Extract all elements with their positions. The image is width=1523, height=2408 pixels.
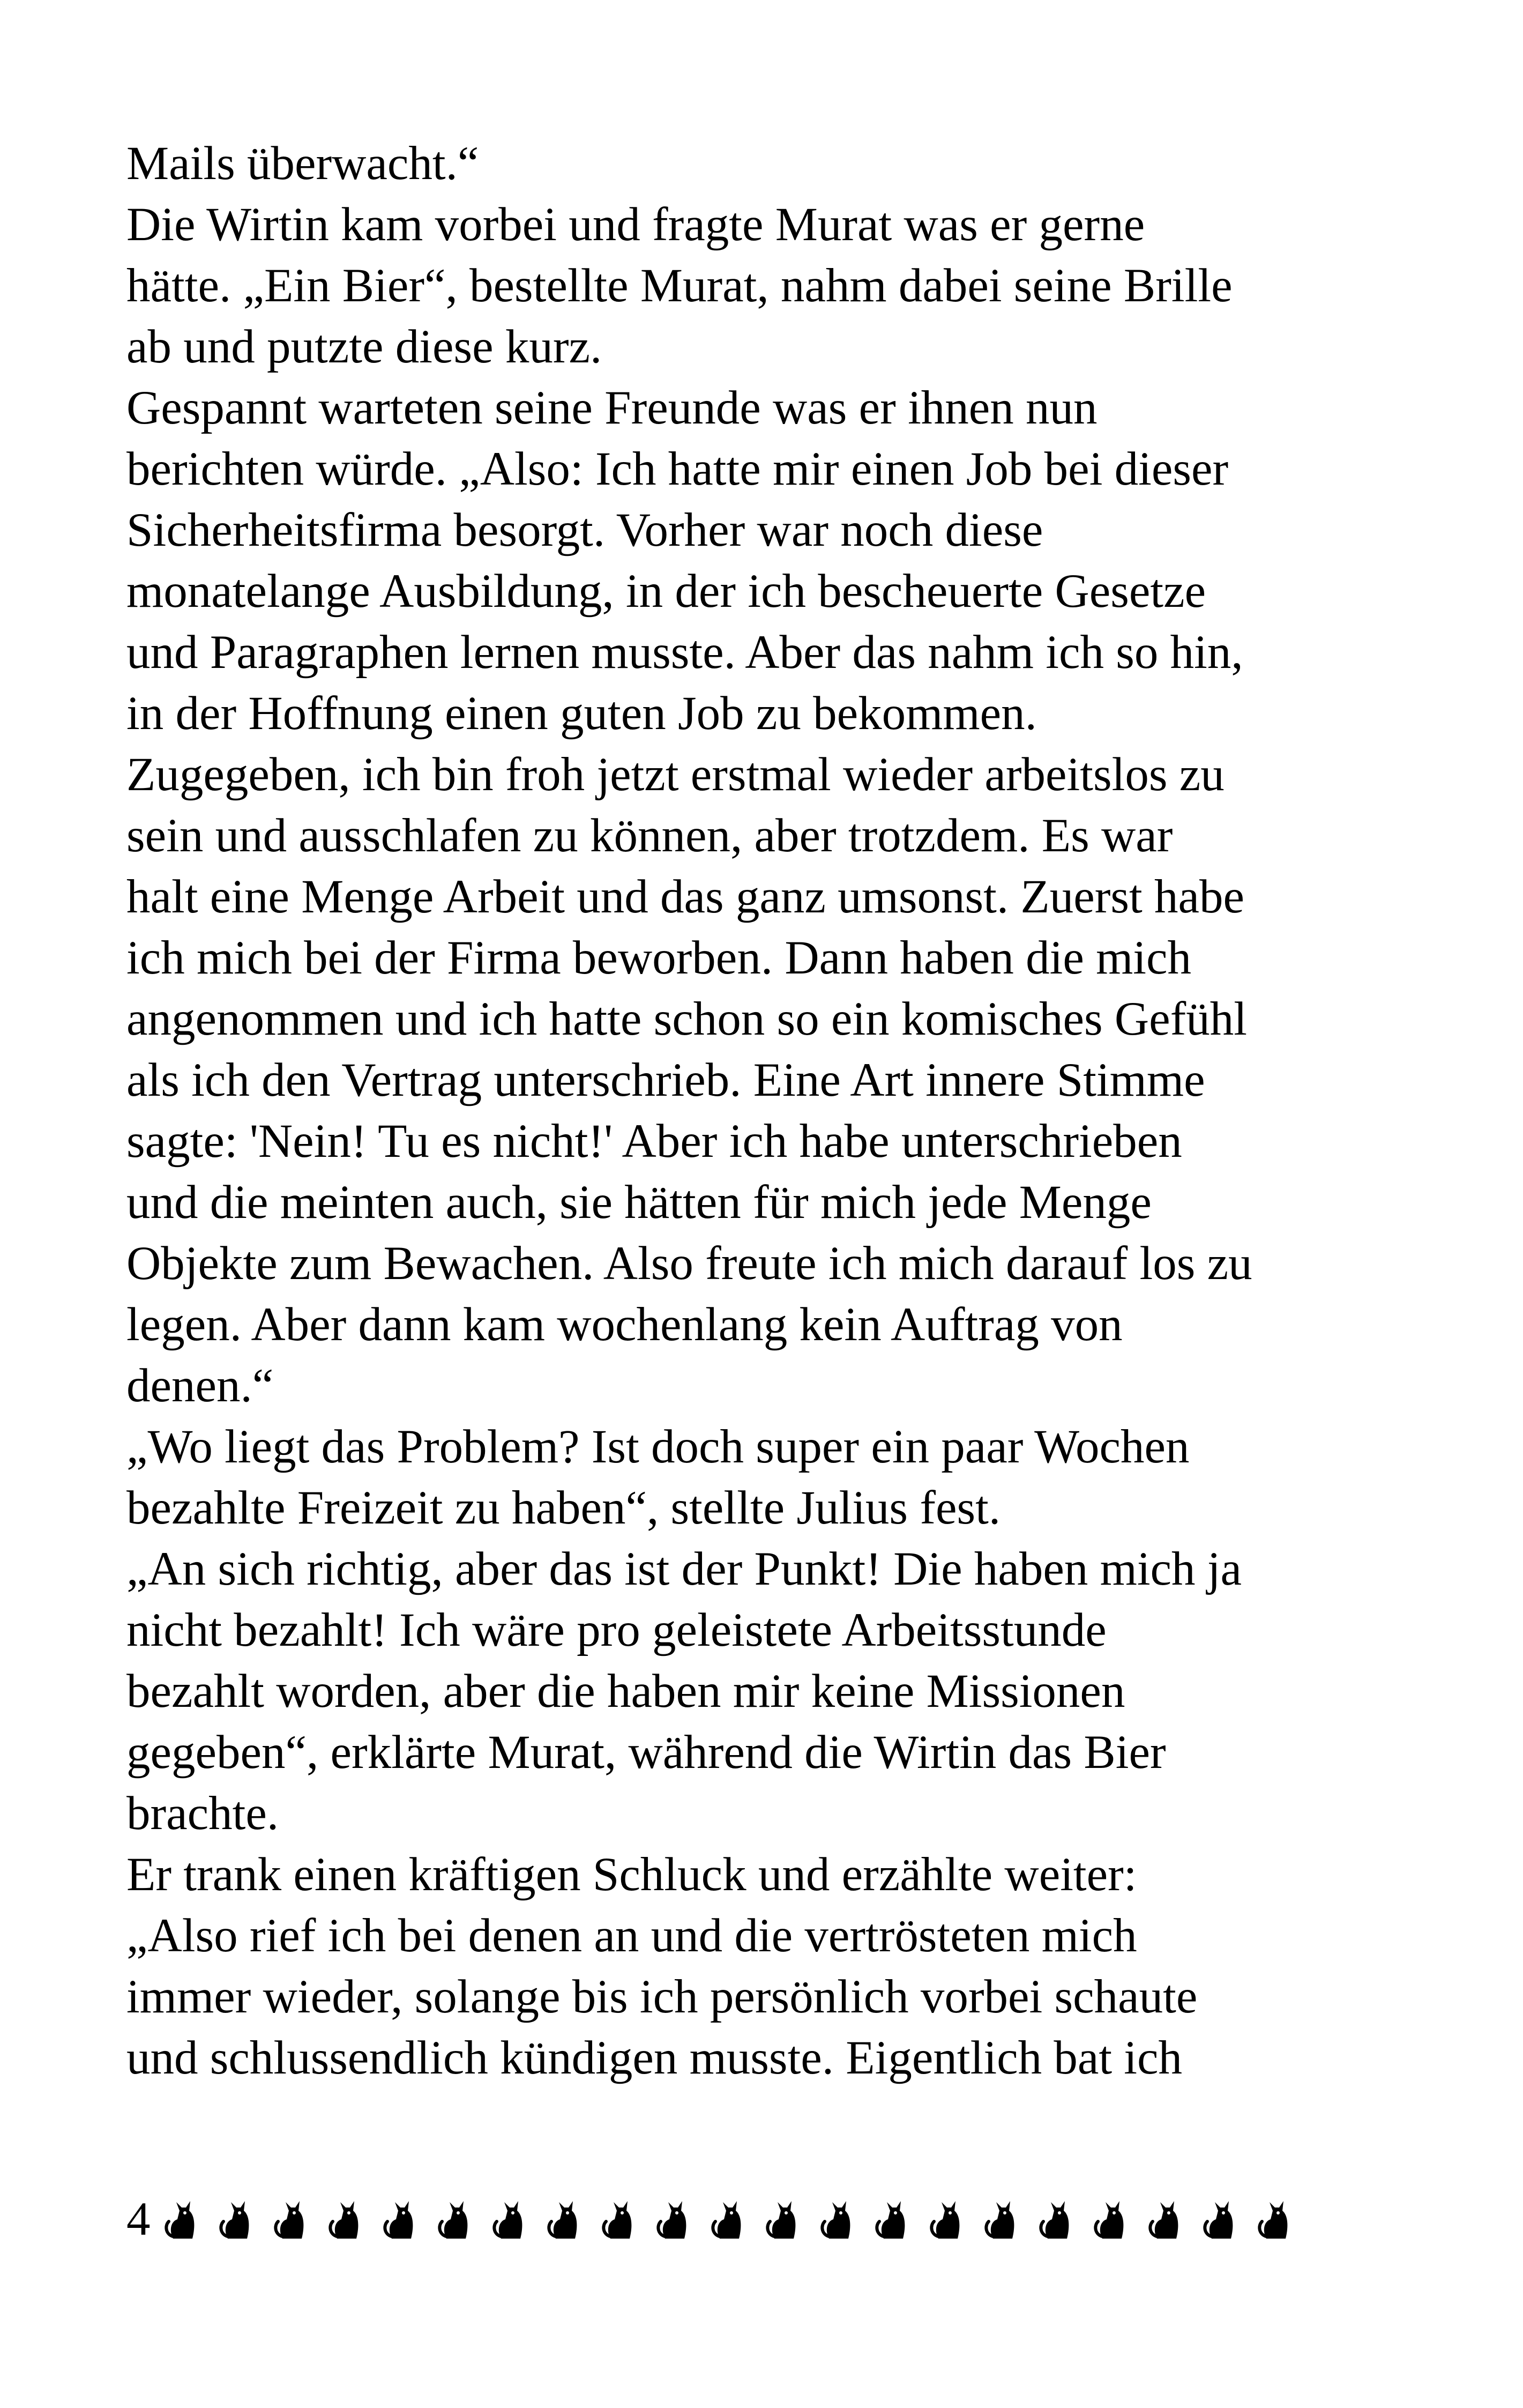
text-line: brachte. [126,1787,279,1840]
cat-silhouette-icon [1092,2198,1134,2241]
text-line: denen.“ [126,1359,274,1412]
cat-silhouette-icon [545,2198,588,2241]
text-line: sein und ausschlafen zu können, aber trotzdem. Es war [126,809,1173,862]
cat-silhouette-icon [982,2198,1025,2241]
cat-silhouette-icon [326,2198,369,2241]
text-line: hätte. „Ein Bier“, bestellte Murat, nahm dabei seine Brille [126,259,1233,312]
cat-silhouette-icon [1201,2198,1244,2241]
page-number: 4 [126,2193,151,2246]
cat-silhouette-icon [436,2198,479,2241]
text-line: nicht bezahlt! Ich wäre pro geleistete Arbeitsstunde [126,1604,1107,1656]
text-line: halt eine Menge Arbeit und das ganz umsonst. Zuerst habe [126,871,1245,923]
cat-silhouette-icon [709,2198,752,2241]
cat-silhouette-icon [272,2198,315,2241]
page-footer [126,2187,1310,2251]
cat-silhouette-icon [928,2198,970,2241]
text-line: „Also rief ich bei denen an und die vertrösteten mich [126,1909,1137,1962]
text-line: „An sich richtig, aber das ist der Punkt! Die haben mich ja [126,1543,1242,1595]
cat-silhouette-icon [381,2198,424,2241]
text-line: und schlussendlich kündigen musste. Eigentlich bat ich [126,2032,1183,2084]
text-line: in der Hoffnung einen guten Job zu bekommen. [126,687,1037,740]
cat-silhouette-icon [654,2198,697,2241]
text-line: und die meinten auch, sie hätten für mich jede Menge [126,1176,1152,1229]
text-line: Sicherheitsfirma besorgt. Vorher war noch diese [126,504,1043,556]
text-line: legen. Aber dann kam wochenlang kein Auftrag von [126,1298,1123,1351]
cat-silhouette-icon [818,2198,861,2241]
text-line: ab und putzte diese kurz. [126,321,602,373]
text-line: gegeben“, erklärte Murat, während die Wirtin das Bier [126,1726,1166,1779]
text-line: sagte: 'Nein! Tu es nicht!' Aber ich habe unterschrieben [126,1115,1182,1168]
text-line: Er trank einen kräftigen Schluck und erzählte weiter: [126,1848,1137,1901]
cat-silhouette-icon [217,2198,260,2241]
text-line: monatelange Ausbildung, in der ich bescheuerte Gesetze [126,565,1206,618]
cat-silhouette-icon [1146,2198,1189,2241]
text-line: berichten würde. „Also: Ich hatte mir einen Job bei dieser [126,443,1229,495]
cat-silhouette-icon [873,2198,916,2241]
text-line: bezahlt worden, aber die haben mir keine Missionen [126,1665,1125,1718]
text-line: bezahlte Freizeit zu haben“, stellte Julius fest. [126,1482,1001,1534]
cat-silhouette-icon [600,2198,643,2241]
cat-silhouette-icon [1256,2198,1298,2241]
text-line: Die Wirtin kam vorbei und fragte Murat was er gerne [126,198,1145,251]
cat-silhouette-icon [162,2198,205,2241]
text-line: Objekte zum Bewachen. Also freute ich mich darauf los zu [126,1237,1252,1290]
ornament-row [162,2198,1310,2241]
cat-silhouette-icon [490,2198,533,2241]
text-line: immer wieder, solange bis ich persönlich vorbei schaute [126,1971,1198,2023]
text-line: Gespannt warteten seine Freunde was er ihnen nun [126,382,1098,434]
cat-silhouette-icon [764,2198,807,2241]
text-line: Zugegeben, ich bin froh jetzt erstmal wieder arbeitslos zu [126,748,1225,801]
body-text [126,133,1434,2089]
text-line: angenommen und ich hatte schon so ein komisches Gefühl [126,993,1248,1045]
cat-silhouette-icon [1037,2198,1080,2241]
text-line: und Paragraphen lernen musste. Aber das nahm ich so hin, [126,626,1243,679]
text-line: ich mich bei der Firma beworben. Dann haben die mich [126,932,1192,984]
text-line: „Wo liegt das Problem? Ist doch super ein paar Wochen [126,1421,1190,1473]
text-line: als ich den Vertrag unterschrieb. Eine Art innere Stimme [126,1054,1205,1106]
text-line: Mails überwacht.“ [126,137,479,190]
